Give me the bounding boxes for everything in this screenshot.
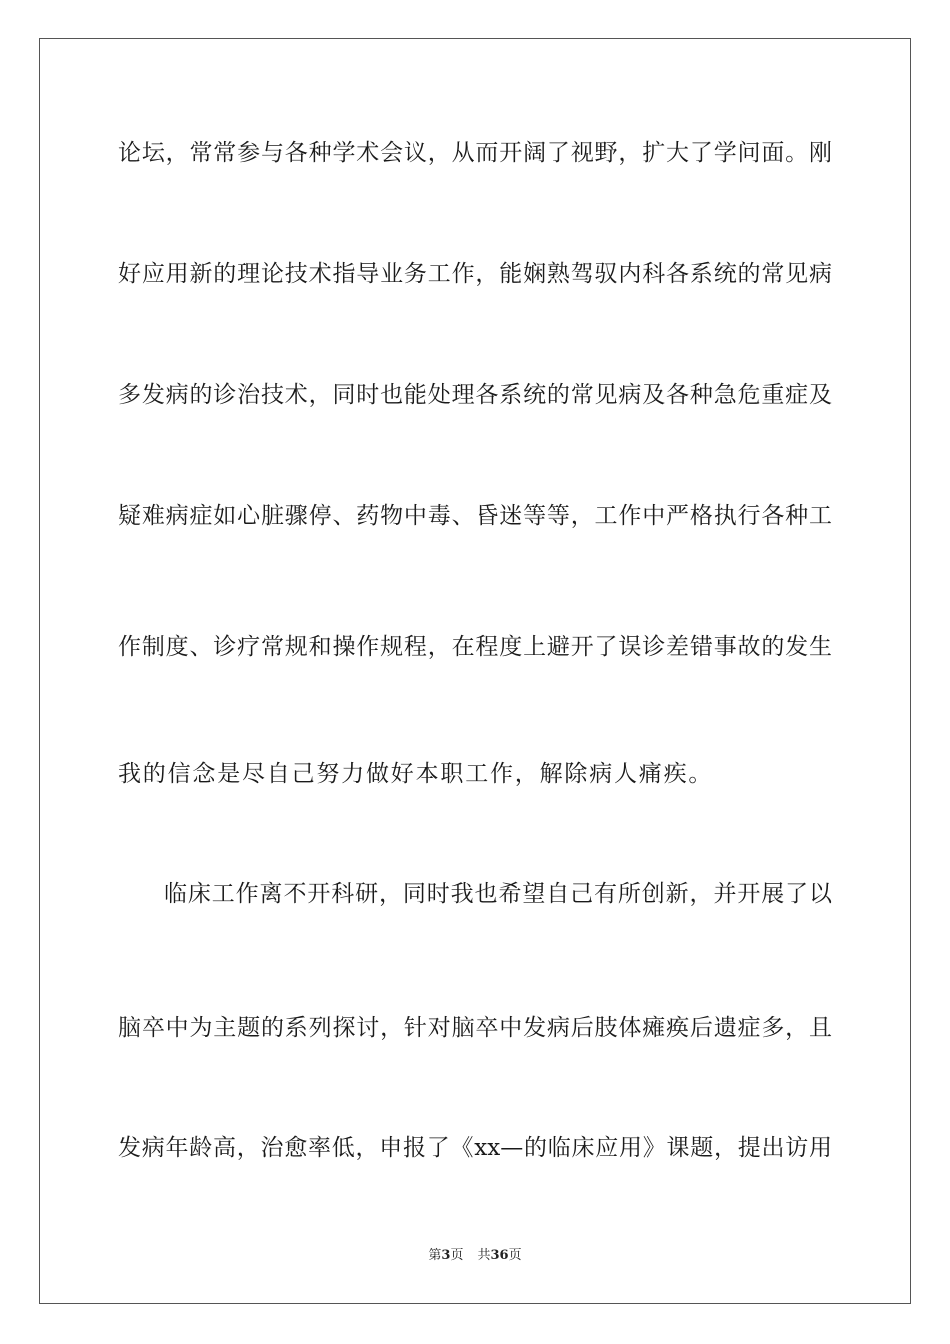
current-page-number: 3: [441, 1248, 451, 1263]
total-pages-number: 36: [490, 1248, 509, 1263]
text-line-1: 论坛，常常参与各种学术会议，从而开阔了视野，扩大了学问面。刚: [118, 140, 832, 166]
text-line-5: 作制度、诊疗常规和操作规程，在程度上避开了误诊差错事故的发生: [118, 634, 832, 660]
text-line-4: 疑难病症如心脏骤停、药物中毒、昏迷等等，工作中严格执行各种工: [118, 503, 832, 529]
page-frame: [39, 38, 911, 1304]
text-line-2: 好应用新的理论技术指导业务工作，能娴熟驾驭内科各系统的常见病: [118, 261, 832, 287]
page-suffix: 页: [450, 1248, 464, 1263]
text-line-7: 临床工作离不开科研，同时我也希望自己有所创新，并开展了以: [164, 881, 832, 907]
text-line-3: 多发病的诊治技术，同时也能处理各系统的常见病及各种急危重症及: [118, 382, 832, 408]
text-line-9: 发病年龄高，治愈率低，申报了《xx—的临床应用》课题，提出访用: [118, 1135, 832, 1161]
text-line-6: 我的信念是尽自己努力做好本职工作，解除病人痛疾。: [118, 761, 714, 787]
page-prefix: 第: [428, 1248, 442, 1263]
total-suffix: 页: [508, 1248, 522, 1263]
total-prefix: 共: [477, 1248, 491, 1263]
text-line-8: 脑卒中为主题的系列探讨，针对脑卒中发病后肢体瘫痪后遗症多，且: [118, 1015, 832, 1041]
page-footer: [0, 1247, 950, 1265]
